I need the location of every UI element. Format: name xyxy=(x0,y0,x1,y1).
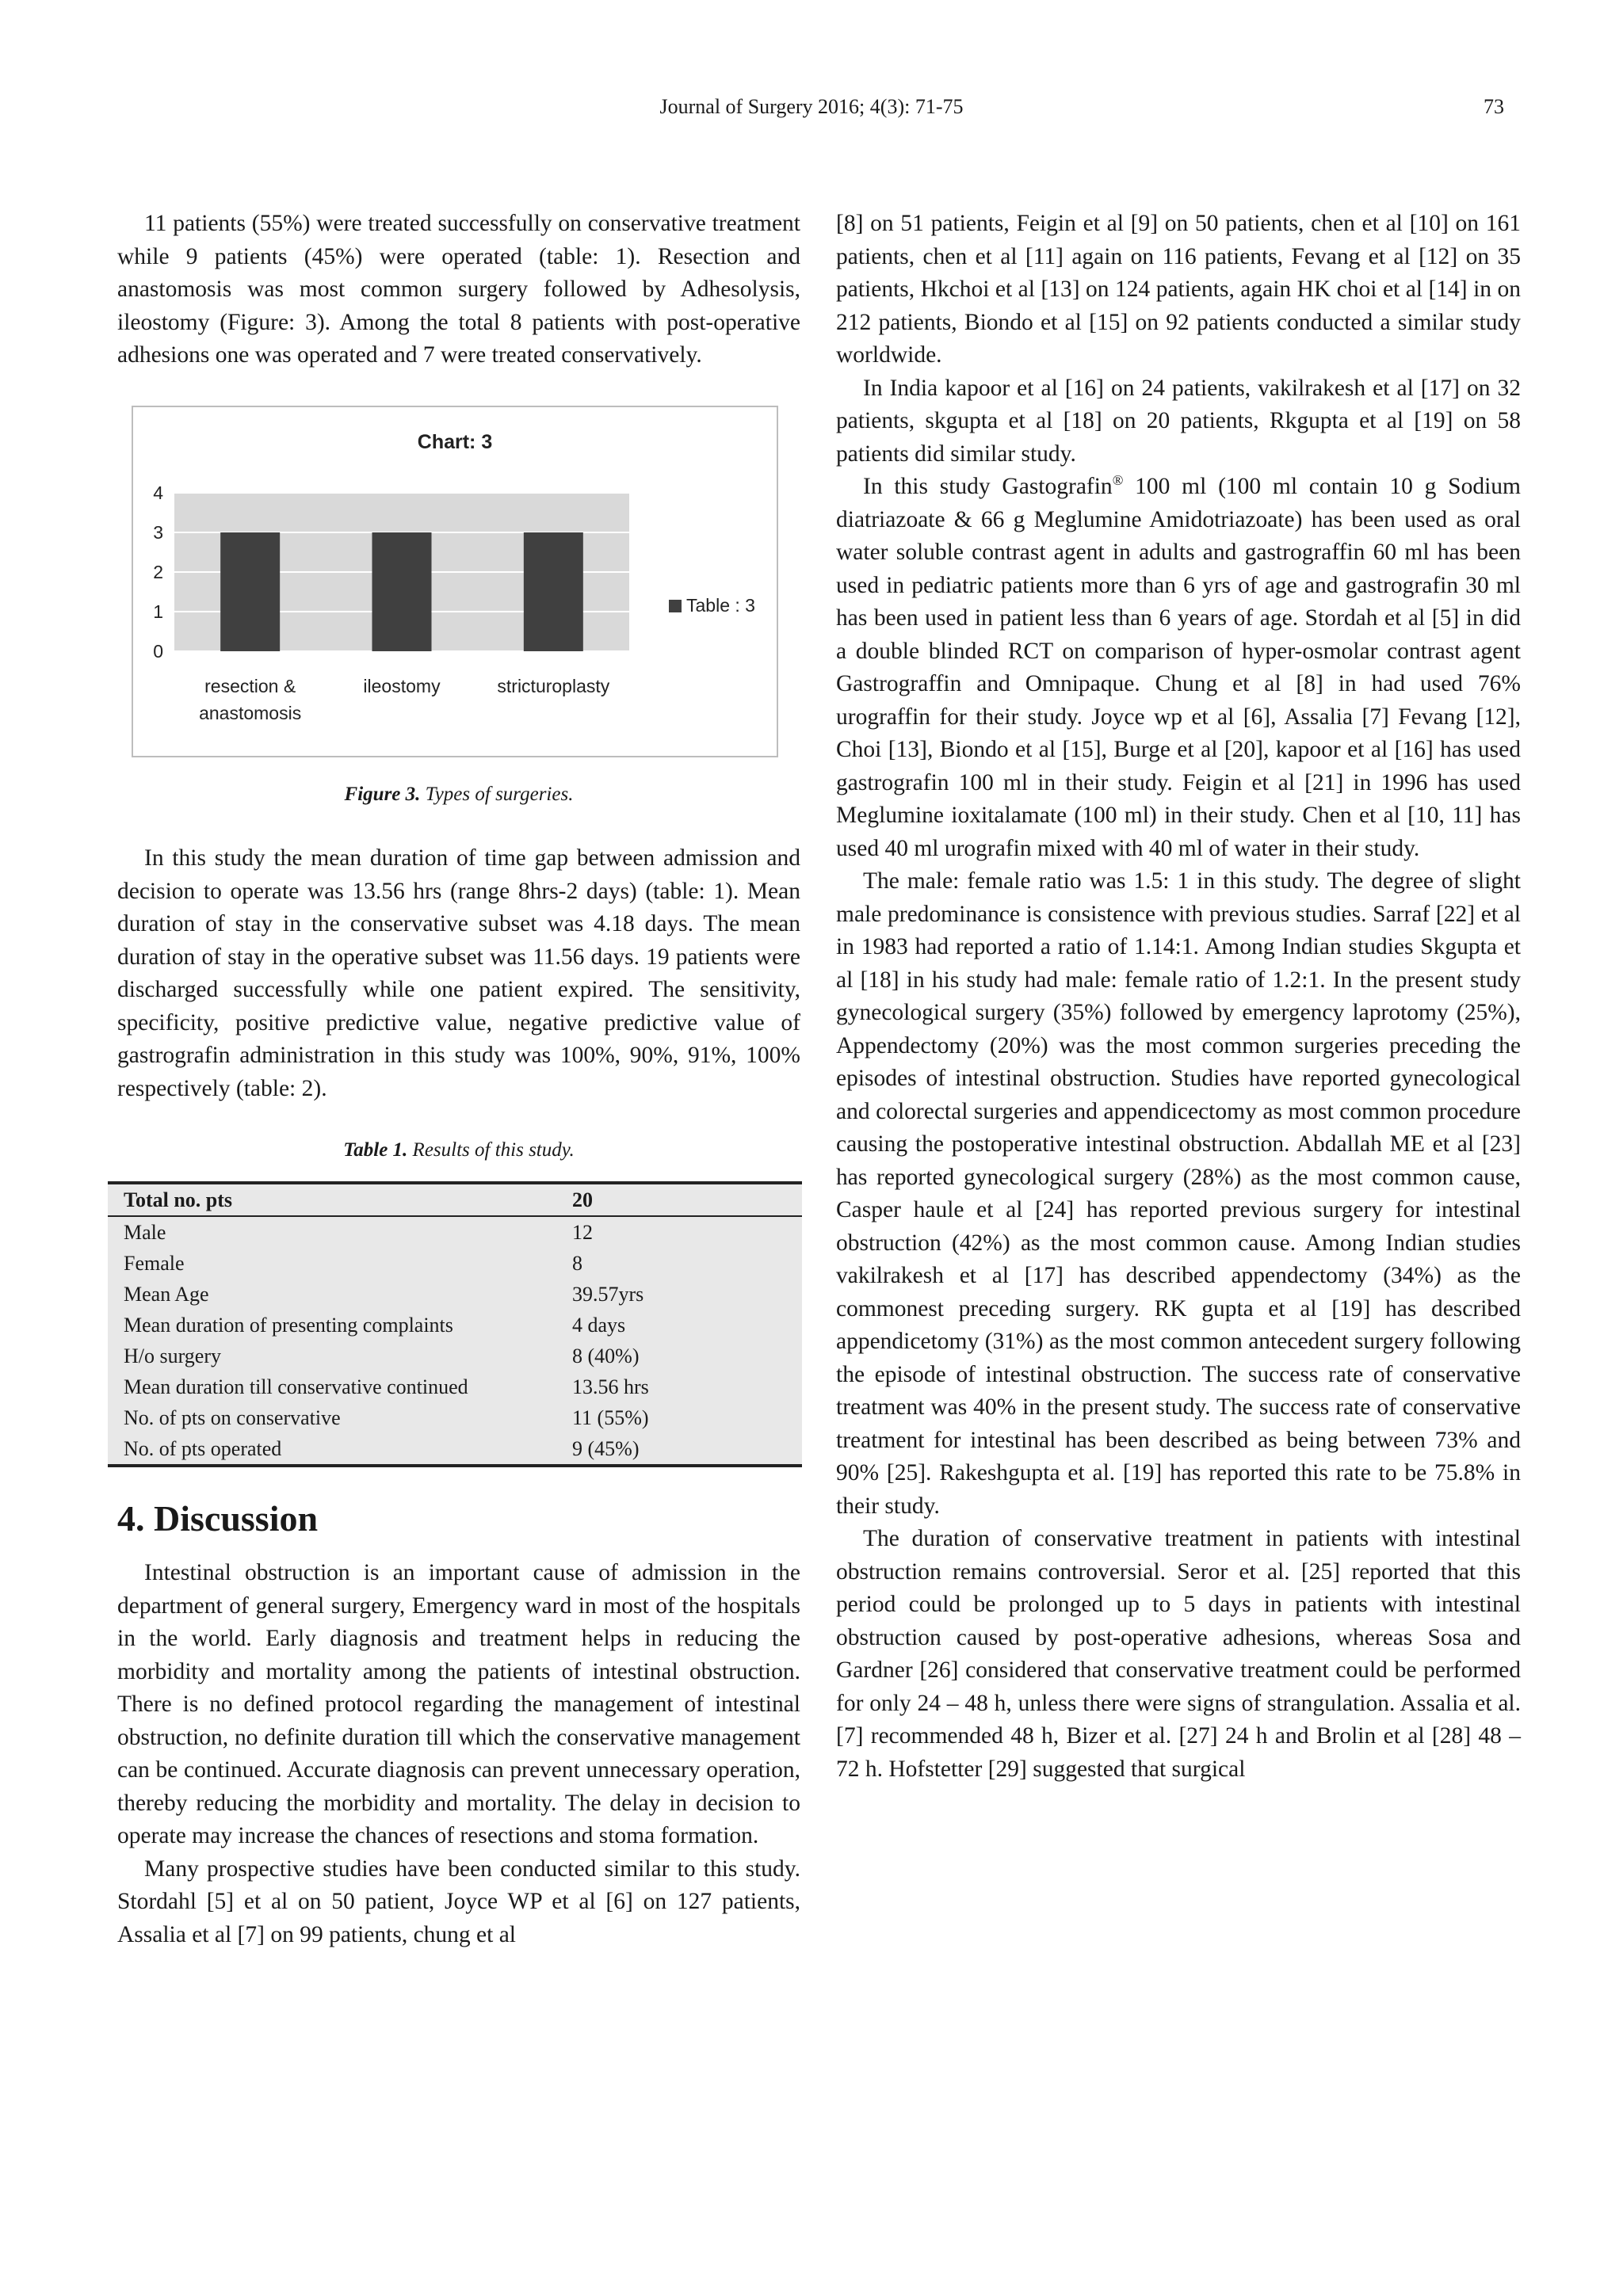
table-cell: Mean duration till conservative continued xyxy=(124,1375,468,1398)
y-tick-label: 0 xyxy=(153,640,163,662)
paragraph xyxy=(836,471,1521,865)
bar-2 xyxy=(372,532,432,651)
table-cell: 11 (55%) xyxy=(572,1405,649,1429)
table-header-row xyxy=(108,1183,802,1216)
table-cell: Mean Age xyxy=(124,1282,209,1306)
paragraph: Many prospective studies have been conducted similar to this study. Stordahl [5] et al on 50 patient, Joyce WP et al [6] on 127 patients, Assalia et al [7] on 99 patients, chung et al xyxy=(117,1855,800,1947)
table-row xyxy=(108,1402,802,1433)
table-cell: No. of pts operated xyxy=(108,1433,556,1466)
table-cell: Female xyxy=(124,1251,185,1275)
bar-chart xyxy=(132,406,778,757)
table-cell: 8 xyxy=(572,1251,582,1275)
y-tick-label: 1 xyxy=(153,601,163,622)
table-cell: 39.57yrs xyxy=(572,1282,644,1306)
table-header-cell: 20 xyxy=(556,1183,802,1216)
figure-caption-label: Figure 3. xyxy=(344,783,421,805)
table-header-cell: Total no. pts xyxy=(108,1183,556,1216)
table-caption-text: Results of this study. xyxy=(407,1139,575,1161)
paragraph: In this study the mean duration of time gap between admission and decision to operate was 13.56 hrs (range 8hrs-2 days) (table: 1). Mean duration of stay in the conservative subset was 4.18 days. The mean duration of stay in the operative subset was 11.56 days. 19 patients were discharged successfully while one patient expired. The sensitivity, specificity, positive predictive value, negative predictive value of gastrografin administration in this study was 100%, 90%, 91%, 100% respectively (table: 2). xyxy=(117,845,800,1101)
legend-label: Table : 3 xyxy=(686,594,755,616)
table-row xyxy=(108,1216,802,1248)
figure-caption xyxy=(117,778,800,811)
bar-3 xyxy=(524,532,583,651)
x-tick-label: resection & anastomosis xyxy=(199,675,302,723)
registered-mark: ® xyxy=(1112,472,1124,489)
page-number: 73 xyxy=(1484,95,1504,118)
table-cell: 4 days xyxy=(572,1313,626,1337)
table-cell: H/o surgery xyxy=(124,1344,222,1367)
results-table xyxy=(108,1181,802,1467)
paragraph: Intestinal obstruction is an important cause of admission in the department of general surgery, Emergency ward in most of the hospitals in the world. Early diagnosis and treatment helps in reducing the morbidity and mortality among the patients of intestinal obstruction. There is no defined protocol regarding the management of intestinal obstruction, no definite duration till which the conservative management can be continued. Accurate diagnosis can prevent unnecessary operation, thereby reducing the morbidity and mortality. The delay in decision to operate may increase the chances of resections and stoma formation. xyxy=(117,1560,800,1848)
y-tick-label: 4 xyxy=(153,482,163,503)
journal-citation: Journal of Surgery 2016; 4(3): 71-75 xyxy=(659,95,964,118)
paragraph-text: In this study Gastografin xyxy=(863,474,1113,499)
table-cell: 8 (40%) xyxy=(572,1344,640,1367)
y-tick-label: 2 xyxy=(153,561,163,582)
right-column xyxy=(836,208,1521,1786)
table-row xyxy=(108,1279,802,1310)
table-cell: 13.56 hrs xyxy=(572,1375,649,1398)
table-cell: 9 (45%) xyxy=(556,1433,802,1466)
table-cell: No. of pts on conservative xyxy=(124,1405,341,1429)
table-row xyxy=(108,1310,802,1341)
table-cell: Mean duration of presenting complaints xyxy=(124,1313,453,1337)
legend-swatch xyxy=(669,600,682,612)
paragraph: The duration of conservative treatment in patients with intestinal obstruction remains controversial. Seror et al. [25] reported that this period could be prolonged up to 5 days in patients with intestinal obstruction caused by post-operative adhesions, whereas Sosa and Gardner [26] considered that conservative treatment could be performed for only 24 – 48 h, unless there were signs of strangulation. Assalia et al. [7] recommended 48 h, Bizer et al. [27] 24 h and Brolin et al [28] 48 – 72 h. Hofstetter [29] suggested that surgical xyxy=(836,1526,1521,1782)
left-column xyxy=(117,208,800,1951)
table-cell: Male xyxy=(124,1220,166,1244)
bar-1 xyxy=(220,532,280,651)
table-row xyxy=(108,1341,802,1371)
chart-svg xyxy=(133,407,777,756)
chart-title: Chart: 3 xyxy=(417,430,493,453)
paragraph: The male: female ratio was 1.5: 1 in this study. The degree of slight male predominance is consistence with previous studies. Sarraf [22] et al in 1983 had reported a ratio of 1.14:1. Among Indian studies Skgupta et al [18] in his study had male: female ratio of 1.2:1. In the present study gynecological surgery (35%) followed by emergency laprotomy (25%), Appendectomy (20%) was the most common surgeries preceding the episodes of intestinal obstruction. Studies have reported gynecological and colorectal surgeries and appendicectomy as most common procedure causing the postoperative intestinal obstruction. Abdallah ME et al [23] has reported gynecological surgery (28%) as the most common cause, Casper haule et al [24] has reported previous surgery for intestinal obstruction (42%) as the most common cause. Among Indian studies vakilrakesh et al [17] has described appendectomy (34%) as the commonest preceding surgery. RK gupta et al [19] has described appendicetomy (31%) as the most common antecedent surgery following the episode of intestinal obstruction. The success rate of conservative treatment was 40% in the present study. The success rate of conservative treatment for intestinal has been described as being between 73% and 90% [25]. Rakeshgupta et al. [19] has reported this rate to be 75.8% in their study. xyxy=(836,868,1521,1519)
table-row xyxy=(108,1248,802,1279)
table-caption xyxy=(117,1134,800,1167)
x-tick-label: stricturoplasty xyxy=(497,675,610,696)
figure-caption-text: Types of surgeries. xyxy=(420,783,574,805)
y-tick-label: 3 xyxy=(153,521,163,543)
paragraph: 11 patients (55%) were treated successfully on conservative treatment while 9 patients (45%) were operated (table: 1). Resection and anastomosis was most common surgery followed by Adhesolysis, ileostomy (Figure: 3). Among the total 8 patients with post-operative adhesions one was operated and 7 were treated conservatively. xyxy=(117,211,800,368)
section-heading: 4. Discussion xyxy=(117,1497,319,1539)
paragraph: [8] on 51 patients, Feigin et al [9] on 50 patients, chen et al [10] on 161 patients, chen et al [11] again on 116 patients, Fevang et al [12] on 35 patients, Hkchoi et al [13] on 124 patients, again HK choi et al [14] in on 212 patients, Biondo et al [15] on 92 patients conducted a similar study worldwide. xyxy=(836,211,1521,368)
x-tick-label: ileostomy xyxy=(363,675,441,696)
paragraph: In India kapoor et al [16] on 24 patients, vakilrakesh et al [17] on 32 patients, skgupta et al [18] on 20 patients, Rkgupta et al [19] on 58 patients did similar study. xyxy=(836,375,1521,467)
table-cell: 12 xyxy=(572,1220,593,1244)
table-row xyxy=(108,1371,802,1402)
table-caption-label: Table 1. xyxy=(343,1139,408,1161)
table-row xyxy=(108,1433,802,1466)
paragraph-text: 100 ml (100 ml contain 10 g Sodium diatriazoate & 66 g Meglumine Amidotriazoate) has been used as oral water soluble contrast agent in adults and gastrograffin 60 ml has been used in pediatric patients more than 6 yrs of age and gastrografin 30 ml has been used in patient less than 6 years of age. Stordah et al [5] in did a double blinded RCT on comparison of hyper-osmolar contrast agent Gastrograffin and Omnipaque. Chung et al [8] in had used 76% urograffin for their study. Joyce wp et al [6], Assalia [7] Fevang [12], Choi [13], Biondo et al [15], Burge et al [20], kapoor et al [16] has used gastrografin 100 ml in their study. Feigin et al [21] in 1996 has used Meglumine ioxitalamate (100 ml) in their study. Chen et al [10, 11] has used 40 ml urografin mixed with 40 ml of water in their study. xyxy=(836,474,1521,861)
